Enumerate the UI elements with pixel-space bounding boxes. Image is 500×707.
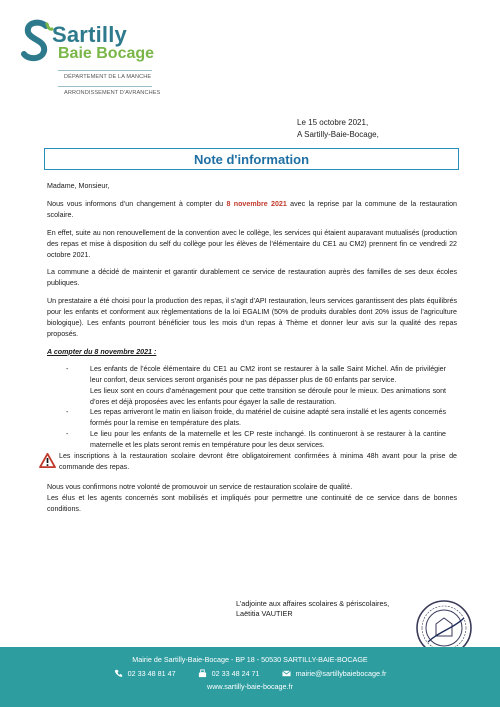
list-item xyxy=(90,407,446,429)
start-date: 8 novembre 2021 xyxy=(226,199,287,208)
logo-arrondissement: ARRONDISSEMENT D'AVRANCHES xyxy=(64,90,161,96)
footer-phone xyxy=(114,669,176,678)
paragraph-intro-start: Nous vous informons d’un changement à compter du xyxy=(47,199,227,208)
paragraph-intro xyxy=(47,199,457,221)
email-icon xyxy=(282,669,291,678)
list-item-subtext: Les lieux sont en cours d’aménagement pour que cette transition se déroule pour le mieux. Des animations sont d’ores et déjà proposées avec les enfants pour égayer la salle de restauration. xyxy=(90,386,446,406)
signatory-name: Laëtitia VAUTIER xyxy=(236,609,293,619)
warning-icon xyxy=(39,453,56,468)
title-box xyxy=(44,148,459,170)
list-item xyxy=(90,429,446,451)
footer-fax xyxy=(198,669,260,678)
logo-divider xyxy=(58,70,152,71)
section-title: A compter du 8 novembre 2021 : xyxy=(47,347,157,356)
logo-name-line2: Baie Bocage xyxy=(58,45,155,62)
fax-number: 02 33 48 24 71 xyxy=(211,669,260,678)
logo-name-line1: Sartilly xyxy=(52,22,127,47)
phone-icon xyxy=(114,669,123,678)
place-line: A Sartilly-Baie-Bocage, xyxy=(297,130,379,139)
warning-text: Les inscriptions à la restauration scolaire devront être obligatoirement confirmées à minima 48h avant pour la prise de commande des repas. xyxy=(59,452,457,471)
page-title: Note d'information xyxy=(193,151,310,167)
fax-icon xyxy=(198,669,207,678)
logo-department: DÉPARTEMENT DE LA MANCHE xyxy=(64,74,152,80)
date-block xyxy=(297,117,379,141)
footer-address: Mairie de Sartilly-Baie-Bocage - BP 18 - 50530 SARTILLY-BAIE-BOCAGE xyxy=(132,655,368,664)
list-item xyxy=(90,364,446,408)
paragraph-provider xyxy=(47,296,457,340)
paragraph-provider-text: Un prestataire a été choisi pour la production des repas, il s’agit d’API restauration, leurs services garantissent des plats équilibrés pour les enfants et conforment aux règlementations de la loi EGALIM (50% de produits durables dont 20% issus de l’agriculture biologique). xyxy=(47,297,457,328)
signature-block xyxy=(236,599,389,620)
list-item-text: - Le lieu pour les enfants de la maternelle et les CP reste inchangé. Ils continueront à se restaurer à la cantine maternelle et les plats seront remis en température pour les deux services. xyxy=(90,430,446,450)
logo-mark xyxy=(18,18,168,66)
list-item-text: - Les repas arriveront le matin en liaison froide, du matériel de cuisine adapté sera installé et les agents concernés formés pour la remise en température des plats. xyxy=(90,408,446,428)
paragraph-provider-theme: Les enfants pourront bénéficier tous les mois d’un repas à Thème et donner leur avis sur la qualité des repas proposés. xyxy=(47,319,457,338)
footer-bar xyxy=(0,647,500,707)
measures-list xyxy=(90,364,446,451)
list-item-text: - Les enfants de l’école élémentaire du CE1 au CM2 iront se restaurer à la salle Saint Michel. Afin de privilégier leur confort, deux services seront organisés pour ne pas dépasser plus de 60 enfants par service. xyxy=(90,364,446,384)
footer-contacts xyxy=(0,669,500,678)
logo-divider xyxy=(58,86,152,87)
paragraph-convention: En effet, suite au non renouvellement de la convention avec le collège, les services qui étaient auparavant mutualisés (production des repas et mise à disposition du self du collège pour les élèves de l’élémentaire du CE1 au CM2) prennent fin ce vendredi 22 octobre 2021. xyxy=(47,228,457,259)
date-line: Le 15 octobre 2021, xyxy=(297,118,369,127)
paragraph-commitment: Nous vous confirmons notre volonté de promouvoir un service de restauration scolaire de qualité. xyxy=(47,482,353,491)
town-logo xyxy=(18,18,168,96)
paragraph-commune: La commune a décidé de maintenir et garantir durablement ce service de restauration auprès des familles de ses deux écoles publiques. xyxy=(47,268,457,288)
footer-email xyxy=(282,669,387,678)
website-link[interactable]: www.sartilly-baie-bocage.fr xyxy=(207,682,293,691)
paragraph-continuity: Les élus et les agents concernés sont mobilisés et impliqués pour permettre une continuité de ce service dans de bonnes conditions. xyxy=(47,493,457,513)
email-link[interactable]: mairie@sartillybaiebocage.fr xyxy=(295,669,387,678)
logo-s-icon xyxy=(20,18,54,66)
signatory-role: L’adjointe aux affaires scolaires & périscolaires, xyxy=(236,599,390,608)
phone-number[interactable]: 02 33 48 81 47 xyxy=(127,669,176,678)
paragraph-intro-end: avec la reprise par la commune de la restauration scolaire. xyxy=(47,199,458,219)
warning-note xyxy=(47,451,457,473)
letter-body xyxy=(47,181,457,522)
salutation: Madame, Monsieur, xyxy=(47,182,110,190)
